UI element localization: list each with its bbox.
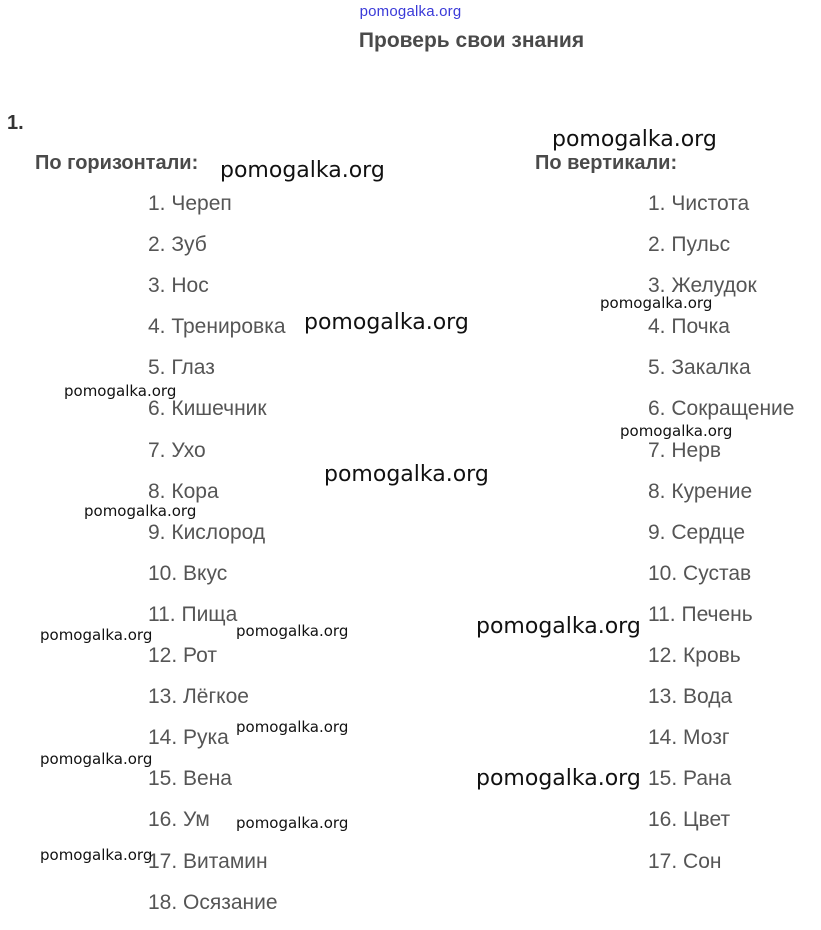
horizontal-answer-item: 17. Витамин <box>148 849 268 873</box>
horizontal-answer-item: 1. Череп <box>148 192 232 215</box>
watermark: pomogalka.org <box>40 626 153 644</box>
vertical-answer-item: 3. Желудок <box>648 274 757 298</box>
horizontal-answer-item: 10. Вкус <box>148 561 228 585</box>
horizontal-answer-item: 18. Осязание <box>148 890 278 914</box>
watermark: pomogalka.org <box>600 294 713 312</box>
horizontal-answer-item: 13. Лёгкое <box>148 685 249 709</box>
watermark: pomogalka.org <box>476 614 641 639</box>
watermark: pomogalka.org <box>236 814 349 832</box>
site-header-link: pomogalka.org <box>359 3 462 20</box>
section-title: Проверь свои знания <box>358 29 585 52</box>
horizontal-answer-item: 4. Тренировка <box>148 315 286 339</box>
watermark: pomogalka.org <box>236 718 349 736</box>
horizontal-answer-item: 11. Пища <box>148 602 238 626</box>
vertical-answer-item: 8. Курение <box>648 479 753 503</box>
watermark: pomogalka.org <box>304 310 469 335</box>
watermark: pomogalka.org <box>552 127 717 152</box>
task-number: 1. <box>7 112 24 134</box>
vertical-answer-item: 6. Сокращение <box>648 397 795 421</box>
horizontal-answer-item: 14. Рука <box>148 726 229 750</box>
horizontal-answer-item: 12. Рот <box>148 644 217 668</box>
watermark: pomogalka.org <box>220 158 385 183</box>
vertical-answer-item: 4. Почка <box>648 315 730 339</box>
watermark: pomogalka.org <box>324 462 489 487</box>
horizontal-answer-item: 9. Кислород <box>148 520 266 544</box>
horizontal-answer-item: 6. Кишечник <box>148 397 267 421</box>
horizontal-answer-item: 8. Кора <box>148 479 219 503</box>
horizontal-answer-item: 7. Ухо <box>148 438 206 462</box>
vertical-answer-item: 10. Сустав <box>648 561 752 585</box>
watermark: pomogalka.org <box>236 622 349 640</box>
vertical-answer-item: 5. Закалка <box>648 356 751 380</box>
vertical-answer-item: 7. Нерв <box>648 438 722 462</box>
horizontal-answer-item: 15. Вена <box>148 767 232 791</box>
horizontal-answer-item: 3. Нос <box>148 274 209 298</box>
vertical-answer-item: 17. Сон <box>648 849 722 873</box>
vertical-answer-item: 11. Печень <box>648 602 753 626</box>
vertical-answer-item: 16. Цвет <box>648 808 731 832</box>
vertical-answer-item: 2. Пульс <box>648 233 731 257</box>
watermark: pomogalka.org <box>620 422 733 440</box>
horizontal-answer-item: 16. Ум <box>148 808 210 832</box>
watermark: pomogalka.org <box>40 846 153 864</box>
vertical-answer-item: 12. Кровь <box>648 644 741 668</box>
vertical-answer-item: 9. Сердце <box>648 520 746 544</box>
vertical-answer-item: 1. Чистота <box>648 192 750 215</box>
watermark: pomogalka.org <box>476 766 641 791</box>
vertical-answer-item: 14. Мозг <box>648 726 730 750</box>
watermark: pomogalka.org <box>84 502 197 520</box>
watermark: pomogalka.org <box>40 750 153 768</box>
vertical-answer-item: 13. Вода <box>648 685 733 709</box>
horizontal-answer-item: 2. Зуб <box>148 233 207 257</box>
horizontal-answer-item: 5. Глаз <box>148 356 215 380</box>
vertical-answer-item: 15. Рана <box>648 767 732 791</box>
vertical-heading: По вертикали: <box>535 152 678 174</box>
horizontal-heading: По горизонтали: <box>35 152 199 174</box>
watermark: pomogalka.org <box>64 382 177 400</box>
